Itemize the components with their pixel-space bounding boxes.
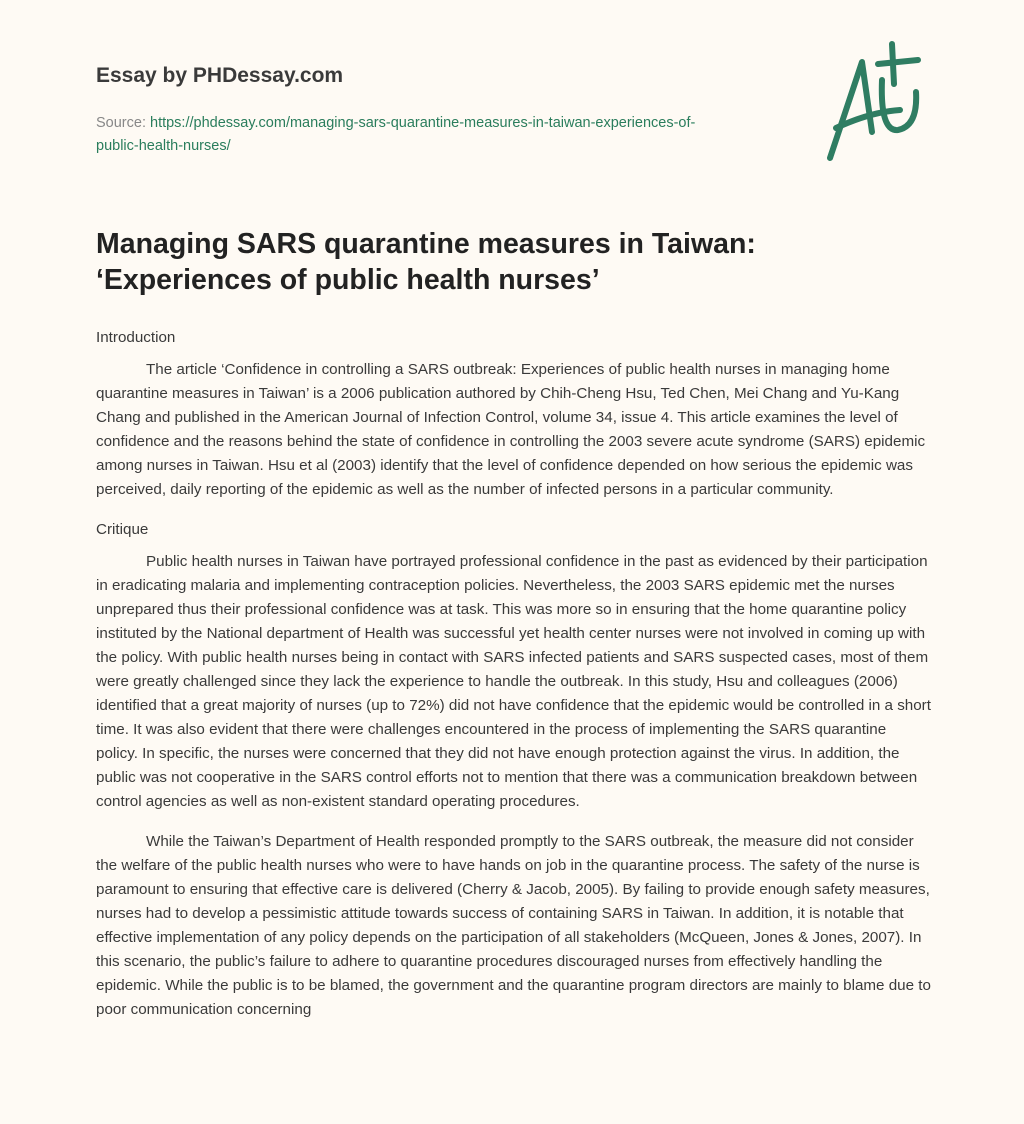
paragraph: While the Taiwan’s Department of Health responded promptly to the SARS outbreak, the measure did not consider the welfare of the public health nurses who were to have hands on job in the quarantine process. The safety of the nurse is paramount to ensuring that effective care is delivered (Cherry & Jacob, 2005). By failing to provide enough safety measures, nurses had to develop a pessimistic attitude towards success of containing SARS in Taiwan. In addition, it is notable that effective implementation of any policy depends on the participation of all stakeholders (McQueen, Jones & Jones, 2007). In this scenario, the public’s failure to adhere to quarantine procedures discouraged nurses from effectively handling the epidemic. While the public is to be blamed, the government and the quarantine program directors are mainly to blame due to poor communication concerning <box>96 833 931 1018</box>
section-heading-critique: Critique <box>96 521 149 538</box>
essay-body <box>96 326 932 1038</box>
source-line <box>96 112 696 158</box>
paragraph: Public health nurses in Taiwan have portrayed professional confidence in the past as evidenced by their participation in eradicating malaria and implementing contraception policies. Nevertheless, the 2003 SARS epidemic met the nurses unprepared thus their professional confidence was at task. This was more so in ensuring that the home quarantine policy instituted by the National department of Health was successful yet health center nurses were not involved in coming up with the policy. With public health nurses being in contact with SARS infected patients and SARS suspected cases, most of them were greatly challenged since they lack the experience to handle the outbreak. In this study, Hsu and colleagues (2006) identified that a great majority of nurses (up to 72%) did not have confidence that the epidemic would be controlled in a short time. It was also evident that there were challenges encountered in the process of implementing the SARS quarantine policy. In specific, the nurses were concerned that they did not have enough protection against the virus. In addition, the public was not cooperative in the SARS control efforts not to mention that there was a communication breakdown between control agencies as well as non-existent standard operating procedures. <box>96 553 931 810</box>
source-label: Source: <box>96 115 150 131</box>
paragraph: The article ‘Confidence in controlling a SARS outbreak: Experiences of public health nurses in managing home quarantine measures in Taiwan’ is a 2006 publication authored by Chih-Cheng Hsu, Ted Chen, Mei Chang and Yu-Kang Chang and published in the American Journal of Infection Control, volume 34, issue 4. This article examines the level of confidence and the reasons behind the state of confidence in controlling the 2003 severe acute syndrome (SARS) epidemic among nurses in Taiwan. Hsu et al (2003) identify that the level of confidence depended on how serious the epidemic was perceived, daily reporting of the epidemic as well as the number of infected persons in a particular community. <box>96 361 926 498</box>
site-brand: Essay by PHDessay.com <box>96 64 344 87</box>
section-heading-introduction: Introduction <box>96 329 176 346</box>
a-plus-logo-icon <box>820 40 930 165</box>
page-title: Managing SARS quarantine measures in Taiwan: ‘Experiences of public health nurses’ <box>96 228 756 296</box>
source-link[interactable]: https://phdessay.com/managing-sars-quarantine-measures-in-taiwan-experiences-of-public-health-nurses/ <box>96 115 696 154</box>
